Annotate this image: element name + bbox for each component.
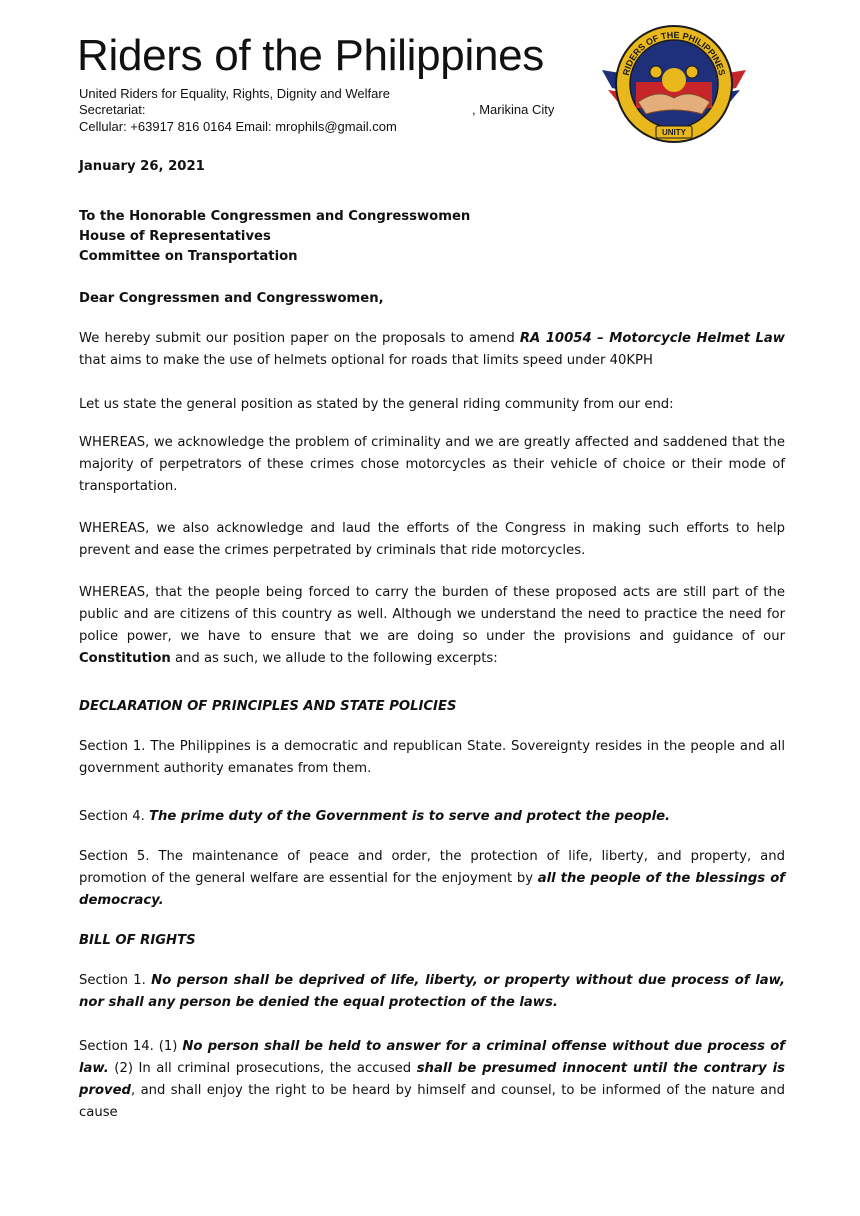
letter-date: January 26, 2021 (79, 159, 205, 174)
organization-logo (598, 22, 750, 144)
section-heading-bill-of-rights: BILL OF RIGHTS (79, 933, 196, 948)
secretariat-label: Secretariat: (79, 102, 146, 117)
whereas-paragraph-1: WHEREAS, we acknowledge the problem of criminality and we are greatly affected and saddened that the majority of perpetrators of these crimes chose motorcycles as their vehicle of choice or their mode of transportation. (79, 435, 785, 494)
whereas-paragraph-3: WHEREAS, that the people being forced to carry the burden of these proposed acts are still part of the public and are citizens of this country as well. Although we understand the need to practice the need for police power, we have to ensure that we are doing so under the provisions and guidance of our Constitution and as such, we allude to the following excerpts: (79, 585, 785, 666)
secretariat-city: , Marikina City (472, 102, 555, 117)
logo-ring-text: RIDERS OF THE PHILIPPINES (620, 29, 728, 77)
org-subtitle: United Riders for Equality, Rights, Dignity and Welfare (79, 86, 390, 101)
declaration-section-4: Section 4. The prime duty of the Government is to serve and protect the people. (79, 809, 671, 824)
section-heading-declaration: DECLARATION OF PRINCIPLES AND STATE POLICIES (79, 699, 457, 714)
intro-paragraph: We hereby submit our position paper on the proposals to amend RA 10054 – Motorcycle Helmet Law that aims to make the use of helmets optional for roads that limits speed under 40KPH (79, 331, 785, 368)
org-name: Riders of the Philippines (77, 31, 544, 80)
whereas-paragraph-2: WHEREAS, we also acknowledge and laud the efforts of the Congress in making such efforts to help prevent and ease the crimes perpetrated by criminals that ride motorcycles. (79, 521, 785, 558)
bill-of-rights-section-1: Section 1. No person shall be deprived of life, liberty, or property without due process of law, nor shall any person be denied the equal protection of the laws. (79, 973, 786, 1010)
general-position-paragraph: Let us state the general position as stated by the general riding community from our end: (79, 397, 674, 412)
addressee-line-2: House of Representatives (79, 229, 271, 244)
addressee-line-3: Committee on Transportation (79, 249, 298, 264)
declaration-section-1: Section 1. The Philippines is a democratic and republican State. Sovereignty resides in the people and all government authority emanates from them. (79, 739, 785, 776)
addressee-line-1: To the Honorable Congressmen and Congresswomen (79, 209, 471, 224)
salutation: Dear Congressmen and Congresswomen, (79, 291, 384, 306)
logo-banner-text: UNITY (662, 128, 686, 137)
bill-of-rights-section-14: Section 14. (1) No person shall be held to answer for a criminal offense without due process of law. (2) In all criminal prosecutions, the accused shall be presumed innocent until the contrary is proved, and shall enjoy the right to be heard by himself and counsel, to be informed of the nature and cause (79, 1039, 786, 1120)
contact-line: Cellular: +63917 816 0164 Email: mrophils@gmail.com (79, 119, 397, 134)
declaration-section-5: Section 5. The maintenance of peace and order, the protection of life, liberty, and property, and promotion of the general welfare are essential for the enjoyment by all the people of the blessings of democracy. (79, 849, 785, 908)
